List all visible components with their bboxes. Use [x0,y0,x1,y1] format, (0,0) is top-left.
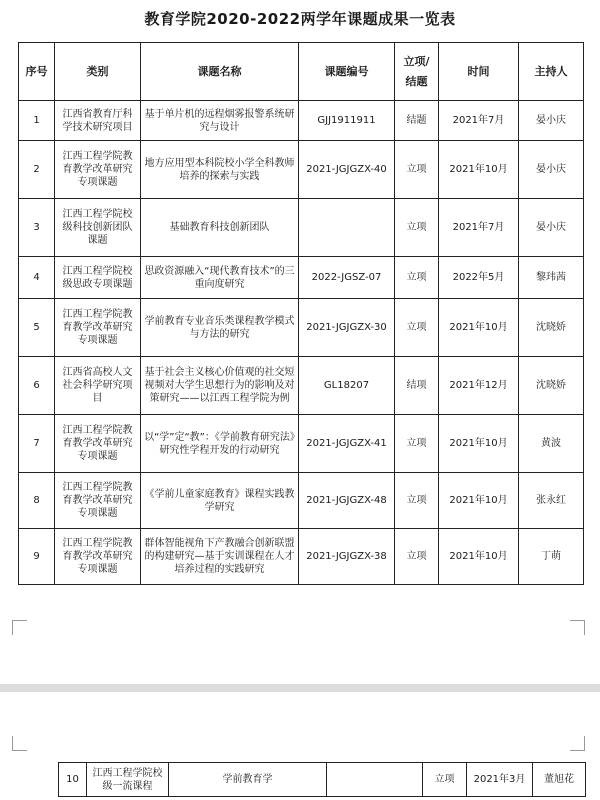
cell-time: 2021年7月 [439,101,519,141]
continuation-table [58,762,586,797]
document-title: 教育学院2020-2022两学年课题成果一览表 [144,10,456,28]
cell-name: 以“学”定“教”：《学前教育研究法》研究性学程开发的行动研究 [141,415,299,473]
header-category: 类别 [55,43,141,101]
cell-time: 2021年10月 [439,473,519,529]
cell-category: 江西工程学院校级一流课程 [87,763,169,797]
table-row [19,299,584,357]
cell-status: 立项 [395,257,439,299]
cell-host: 晏小庆 [519,101,584,141]
header-time: 时间 [439,43,519,101]
cell-host: 沈晓娇 [519,299,584,357]
cell-category: 江西省高校人文社会科学研究项目 [55,357,141,415]
cell-host: 丁萌 [519,529,584,585]
cell-category: 江西工程学院教育教学改革研究专项课题 [55,415,141,473]
crop-mark [12,736,27,751]
cell-seq: 7 [19,415,55,473]
cell-host: 张永红 [519,473,584,529]
cell-name: 基础教育科技创新团队 [141,199,299,257]
cell-status: 立项 [423,763,467,797]
table-row [19,141,584,199]
cell-category: 江西省教育厅科学技术研究项目 [55,101,141,141]
cell-code: 2021-JGJGZX-48 [299,473,395,529]
cell-status: 立项 [395,473,439,529]
cell-time: 2021年10月 [439,141,519,199]
cell-code [327,763,423,797]
cell-category: 江西工程学院教育教学改革研究专项课题 [55,141,141,199]
header-code: 课题编号 [299,43,395,101]
table-row [19,529,584,585]
cell-category: 江西工程学院教育教学改革研究专项课题 [55,473,141,529]
table-row [19,257,584,299]
cell-code: GJJ1911911 [299,101,395,141]
cell-name: 群体智能视角下产教融合创新联盟的构建研究—基于实训课程在人才培养过程的实践研究 [141,529,299,585]
cell-category: 江西工程学院校级科技创新团队课题 [55,199,141,257]
cell-name: 《学前儿童家庭教育》课程实践教学研究 [141,473,299,529]
table-row [59,763,586,797]
cell-time: 2021年10月 [439,299,519,357]
cell-code: 2021-JGJGZX-40 [299,141,395,199]
header-name: 课题名称 [141,43,299,101]
cell-category: 江西工程学院校级思政专项课题 [55,257,141,299]
page-break [0,684,600,692]
results-table [18,42,584,585]
cell-code: 2022-JGSZ-07 [299,257,395,299]
cell-name: 基于单片机的远程烟雾报警系统研究与设计 [141,101,299,141]
cell-seq: 4 [19,257,55,299]
cell-name: 学前教育学 [169,763,327,797]
header-row [19,43,584,101]
cell-seq: 8 [19,473,55,529]
cell-status: 立项 [395,141,439,199]
table-row [19,415,584,473]
cell-host: 黄波 [519,415,584,473]
table-row [19,199,584,257]
cell-time: 2021年10月 [439,529,519,585]
cell-status: 立项 [395,199,439,257]
cell-seq: 1 [19,101,55,141]
cell-code: 2021-JGJGZX-38 [299,529,395,585]
cell-name: 学前教育专业音乐类课程教学模式与方法的研究 [141,299,299,357]
cell-name: 基于社会主义核心价值观的社交短视频对大学生思想行为的影响及对策研究——以江西工程学院为例 [141,357,299,415]
cell-category: 江西工程学院教育教学改革研究专项课题 [55,299,141,357]
cell-status: 结题 [395,101,439,141]
cell-seq: 5 [19,299,55,357]
cell-status: 结项 [395,357,439,415]
cell-code [299,199,395,257]
table-row [19,101,584,141]
cell-seq: 2 [19,141,55,199]
cell-seq: 3 [19,199,55,257]
cell-seq: 6 [19,357,55,415]
cell-code: 2021-JGJGZX-41 [299,415,395,473]
cell-host: 晏小庆 [519,199,584,257]
cell-host: 董旭花 [533,763,586,797]
cell-seq: 10 [59,763,87,797]
header-seq: 序号 [19,43,55,101]
crop-mark [12,620,27,635]
cell-name: 地方应用型本科院校小学全科教师培养的探索与实践 [141,141,299,199]
cell-time: 2021年3月 [467,763,533,797]
table-row [19,473,584,529]
cell-category: 江西工程学院教育教学改革研究专项课题 [55,529,141,585]
cell-seq: 9 [19,529,55,585]
cell-host: 沈晓娇 [519,357,584,415]
cell-time: 2021年10月 [439,415,519,473]
cell-host: 晏小庆 [519,141,584,199]
cell-status: 立项 [395,529,439,585]
cell-code: 2021-JGJGZX-30 [299,299,395,357]
cell-status: 立项 [395,415,439,473]
crop-mark [570,620,585,635]
cell-code: GL18207 [299,357,395,415]
table-row [19,357,584,415]
crop-mark [570,736,585,751]
cell-host: 黎玮茜 [519,257,584,299]
cell-status: 立项 [395,299,439,357]
cell-name: 思政资源融入“现代教育技术”的三重向度研究 [141,257,299,299]
header-host: 主持人 [519,43,584,101]
cell-time: 2021年12月 [439,357,519,415]
cell-time: 2021年7月 [439,199,519,257]
header-status: 立项/结题 [395,43,439,101]
cell-time: 2022年5月 [439,257,519,299]
